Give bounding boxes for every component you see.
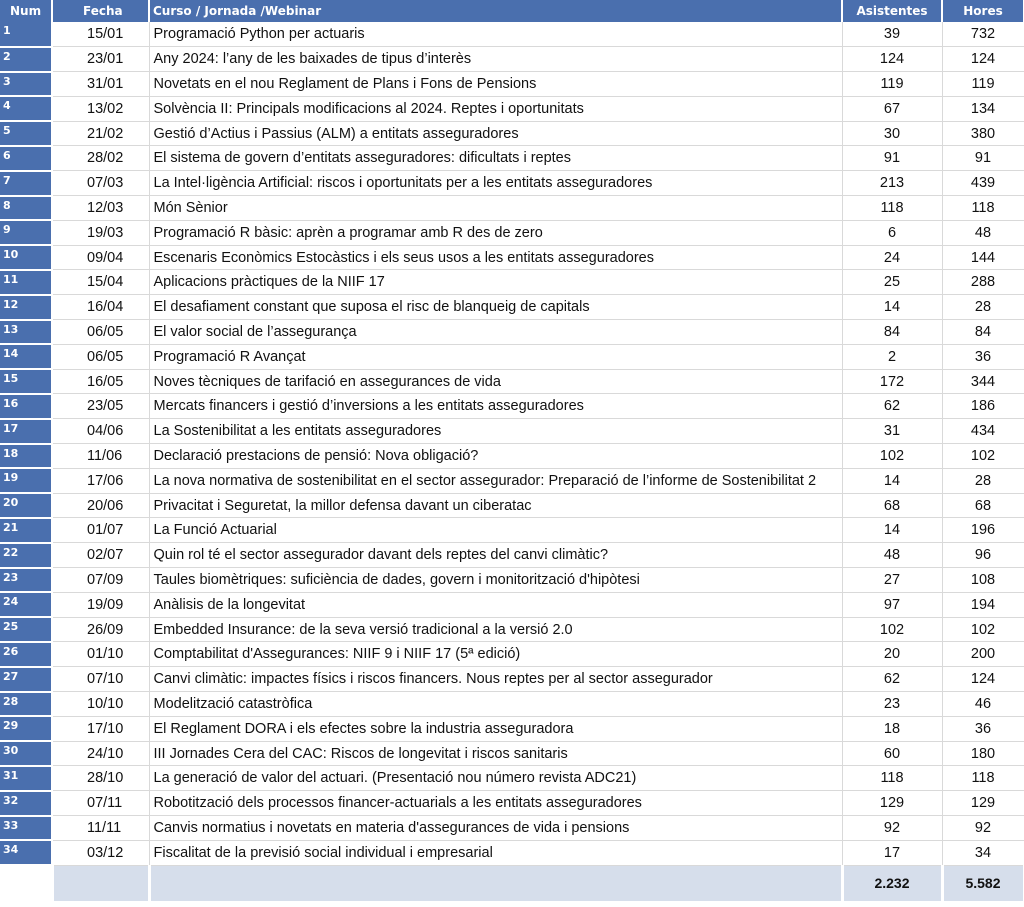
- row-curso: Robotització dels processos financer-actuarials a les entitats asseguradores: [149, 791, 842, 816]
- table-row: [0, 568, 1024, 593]
- row-asistentes: 20: [842, 642, 942, 667]
- row-num: 23: [0, 568, 52, 593]
- row-hores: 439: [942, 171, 1024, 196]
- row-fecha: 20/06: [52, 493, 149, 518]
- row-curso: Comptabilitat d'Assegurances: NIIF 9 i NIIF 17 (5ª edició): [149, 642, 842, 667]
- row-asistentes: 62: [842, 394, 942, 419]
- row-num: 7: [0, 171, 52, 196]
- row-curso: Programació R bàsic: aprèn a programar amb R des de zero: [149, 220, 842, 245]
- row-asistentes: 213: [842, 171, 942, 196]
- row-hores: 48: [942, 220, 1024, 245]
- row-num: 14: [0, 344, 52, 369]
- row-asistentes: 124: [842, 47, 942, 72]
- header-asistentes: Asistentes: [842, 0, 942, 22]
- row-num: 17: [0, 419, 52, 444]
- row-num: 12: [0, 295, 52, 320]
- table-row: [0, 716, 1024, 741]
- row-fecha: 26/09: [52, 617, 149, 642]
- table-row: [0, 518, 1024, 543]
- row-num: 1: [0, 22, 52, 47]
- row-hores: 180: [942, 741, 1024, 766]
- row-asistentes: 119: [842, 72, 942, 97]
- row-asistentes: 23: [842, 692, 942, 717]
- table-row: [0, 344, 1024, 369]
- row-asistentes: 118: [842, 766, 942, 791]
- row-fecha: 28/10: [52, 766, 149, 791]
- row-curso: El sistema de govern d’entitats asseguradores: dificultats i reptes: [149, 146, 842, 171]
- row-curso: Solvència II: Principals modificacions al 2024. Reptes i oportunitats: [149, 96, 842, 121]
- row-hores: 119: [942, 72, 1024, 97]
- table-row: [0, 468, 1024, 493]
- row-asistentes: 14: [842, 295, 942, 320]
- table-footer: [0, 865, 1024, 901]
- header-hores: Hores: [942, 0, 1024, 22]
- row-asistentes: 102: [842, 444, 942, 469]
- row-hores: 344: [942, 369, 1024, 394]
- table-row: [0, 642, 1024, 667]
- row-curso: Aplicacions pràctiques de la NIIF 17: [149, 270, 842, 295]
- row-curso: Privacitat i Seguretat, la millor defensa davant un ciberatac: [149, 493, 842, 518]
- row-curso: La generació de valor del actuari. (Presentació nou número revista ADC21): [149, 766, 842, 791]
- row-curso: Anàlisis de la longevitat: [149, 592, 842, 617]
- row-asistentes: 92: [842, 816, 942, 841]
- row-hores: 200: [942, 642, 1024, 667]
- row-asistentes: 118: [842, 196, 942, 221]
- row-num: 6: [0, 146, 52, 171]
- row-num: 3: [0, 72, 52, 97]
- row-hores: 124: [942, 667, 1024, 692]
- table-row: [0, 369, 1024, 394]
- row-fecha: 16/05: [52, 369, 149, 394]
- row-fecha: 11/11: [52, 816, 149, 841]
- row-asistentes: 14: [842, 518, 942, 543]
- row-hores: 102: [942, 444, 1024, 469]
- total-asistentes: 2.232: [842, 865, 942, 901]
- table-row: [0, 22, 1024, 47]
- table-row: [0, 220, 1024, 245]
- row-hores: 129: [942, 791, 1024, 816]
- table-row: [0, 741, 1024, 766]
- header-fecha: Fecha: [52, 0, 149, 22]
- total-hores: 5.582: [942, 865, 1024, 901]
- row-num: 27: [0, 667, 52, 692]
- table-row: [0, 72, 1024, 97]
- row-num: 28: [0, 692, 52, 717]
- table-header: [0, 0, 1024, 22]
- row-curso: Noves tècniques de tarifació en assegurances de vida: [149, 369, 842, 394]
- row-num: 22: [0, 543, 52, 568]
- row-fecha: 07/09: [52, 568, 149, 593]
- row-curso: Quin rol té el sector assegurador davant dels reptes del canvi climàtic?: [149, 543, 842, 568]
- row-asistentes: 14: [842, 468, 942, 493]
- table-row: [0, 47, 1024, 72]
- row-hores: 36: [942, 344, 1024, 369]
- totals-row: [0, 865, 1024, 901]
- table-row: [0, 617, 1024, 642]
- row-num: 34: [0, 840, 52, 865]
- row-hores: 92: [942, 816, 1024, 841]
- row-fecha: 07/03: [52, 171, 149, 196]
- row-num: 21: [0, 518, 52, 543]
- row-num: 18: [0, 444, 52, 469]
- row-asistentes: 30: [842, 121, 942, 146]
- row-hores: 91: [942, 146, 1024, 171]
- row-asistentes: 2: [842, 344, 942, 369]
- row-fecha: 13/02: [52, 96, 149, 121]
- row-hores: 194: [942, 592, 1024, 617]
- row-fecha: 06/05: [52, 344, 149, 369]
- table-row: [0, 840, 1024, 865]
- row-fecha: 10/10: [52, 692, 149, 717]
- row-hores: 102: [942, 617, 1024, 642]
- row-asistentes: 31: [842, 419, 942, 444]
- row-asistentes: 18: [842, 716, 942, 741]
- row-asistentes: 91: [842, 146, 942, 171]
- row-asistentes: 24: [842, 245, 942, 270]
- table-row: [0, 245, 1024, 270]
- row-curso: Taules biomètriques: suficiència de dades, govern i monitorització d'hipòtesi: [149, 568, 842, 593]
- row-num: 13: [0, 320, 52, 345]
- row-curso: Escenaris Econòmics Estocàstics i els seus usos a les entitats asseguradores: [149, 245, 842, 270]
- row-fecha: 15/01: [52, 22, 149, 47]
- row-curso: Embedded Insurance: de la seva versió tradicional a la versió 2.0: [149, 617, 842, 642]
- table-row: [0, 121, 1024, 146]
- table-row: [0, 791, 1024, 816]
- row-asistentes: 39: [842, 22, 942, 47]
- row-num: 30: [0, 741, 52, 766]
- row-asistentes: 25: [842, 270, 942, 295]
- row-hores: 84: [942, 320, 1024, 345]
- row-curso: Any 2024: l’any de les baixades de tipus d’interès: [149, 47, 842, 72]
- row-num: 10: [0, 245, 52, 270]
- table-row: [0, 96, 1024, 121]
- row-asistentes: 84: [842, 320, 942, 345]
- row-asistentes: 48: [842, 543, 942, 568]
- row-num: 19: [0, 468, 52, 493]
- row-num: 31: [0, 766, 52, 791]
- row-fecha: 17/06: [52, 468, 149, 493]
- row-curso: Declaració prestacions de pensió: Nova obligació?: [149, 444, 842, 469]
- row-fecha: 24/10: [52, 741, 149, 766]
- table-row: [0, 196, 1024, 221]
- row-hores: 288: [942, 270, 1024, 295]
- row-fecha: 19/09: [52, 592, 149, 617]
- row-curso: Novetats en el nou Reglament de Plans i Fons de Pensions: [149, 72, 842, 97]
- row-num: 26: [0, 642, 52, 667]
- table-body: [0, 22, 1024, 865]
- header-curso: Curso / Jornada /Webinar: [149, 0, 842, 22]
- row-hores: 118: [942, 766, 1024, 791]
- row-asistentes: 102: [842, 617, 942, 642]
- row-hores: 28: [942, 468, 1024, 493]
- table-row: [0, 146, 1024, 171]
- row-hores: 134: [942, 96, 1024, 121]
- row-fecha: 19/03: [52, 220, 149, 245]
- row-num: 29: [0, 716, 52, 741]
- header-num: Num: [0, 0, 52, 22]
- row-asistentes: 60: [842, 741, 942, 766]
- table-row: [0, 692, 1024, 717]
- row-curso: El valor social de l’assegurança: [149, 320, 842, 345]
- row-curso: Programació R Avançat: [149, 344, 842, 369]
- row-hores: 380: [942, 121, 1024, 146]
- row-curso: Món Sènior: [149, 196, 842, 221]
- row-hores: 732: [942, 22, 1024, 47]
- row-num: 9: [0, 220, 52, 245]
- table-row: [0, 667, 1024, 692]
- row-asistentes: 172: [842, 369, 942, 394]
- row-fecha: 01/07: [52, 518, 149, 543]
- row-curso: El desafiament constant que suposa el risc de blanqueig de capitals: [149, 295, 842, 320]
- row-num: 11: [0, 270, 52, 295]
- table-row: [0, 394, 1024, 419]
- row-hores: 96: [942, 543, 1024, 568]
- row-fecha: 01/10: [52, 642, 149, 667]
- row-curso: Canvi climàtic: impactes físics i riscos financers. Nous reptes per al sector assegurador: [149, 667, 842, 692]
- row-curso: Fiscalitat de la previsió social individual i empresarial: [149, 840, 842, 865]
- row-curso: Mercats financers i gestió d’inversions a les entitats asseguradores: [149, 394, 842, 419]
- row-fecha: 23/01: [52, 47, 149, 72]
- row-fecha: 12/03: [52, 196, 149, 221]
- header-row: [0, 0, 1024, 22]
- row-hores: 434: [942, 419, 1024, 444]
- table-row: [0, 592, 1024, 617]
- row-hores: 118: [942, 196, 1024, 221]
- row-fecha: 17/10: [52, 716, 149, 741]
- row-num: 25: [0, 617, 52, 642]
- table-row: [0, 320, 1024, 345]
- row-hores: 68: [942, 493, 1024, 518]
- row-curso: Gestió d’Actius i Passius (ALM) a entitats asseguradores: [149, 121, 842, 146]
- row-num: 24: [0, 592, 52, 617]
- row-num: 33: [0, 816, 52, 841]
- row-hores: 108: [942, 568, 1024, 593]
- row-fecha: 28/02: [52, 146, 149, 171]
- row-fecha: 06/05: [52, 320, 149, 345]
- row-fecha: 16/04: [52, 295, 149, 320]
- row-asistentes: 129: [842, 791, 942, 816]
- row-asistentes: 6: [842, 220, 942, 245]
- row-asistentes: 68: [842, 493, 942, 518]
- table-row: [0, 171, 1024, 196]
- row-hores: 28: [942, 295, 1024, 320]
- row-asistentes: 67: [842, 96, 942, 121]
- table-row: [0, 419, 1024, 444]
- row-num: 4: [0, 96, 52, 121]
- row-num: 15: [0, 369, 52, 394]
- totals-blank-num: [0, 865, 52, 901]
- row-fecha: 03/12: [52, 840, 149, 865]
- row-fecha: 31/01: [52, 72, 149, 97]
- table-row: [0, 444, 1024, 469]
- totals-blank-fecha: [52, 865, 149, 901]
- row-curso: La Intel·ligència Artificial: riscos i oportunitats per a les entitats asseguradores: [149, 171, 842, 196]
- table-row: [0, 270, 1024, 295]
- row-curso: Canvis normatius i novetats en materia d'assegurances de vida i pensions: [149, 816, 842, 841]
- row-hores: 144: [942, 245, 1024, 270]
- table-row: [0, 766, 1024, 791]
- row-fecha: 15/04: [52, 270, 149, 295]
- row-fecha: 02/07: [52, 543, 149, 568]
- row-num: 32: [0, 791, 52, 816]
- row-num: 16: [0, 394, 52, 419]
- row-curso: La nova normativa de sostenibilitat en el sector assegurador: Preparació de l’informe de Sostenibilitat 2: [149, 468, 842, 493]
- row-hores: 186: [942, 394, 1024, 419]
- row-curso: La Funció Actuarial: [149, 518, 842, 543]
- row-num: 20: [0, 493, 52, 518]
- row-fecha: 04/06: [52, 419, 149, 444]
- row-fecha: 07/10: [52, 667, 149, 692]
- row-num: 5: [0, 121, 52, 146]
- table-row: [0, 295, 1024, 320]
- row-curso: Programació Python per actuaris: [149, 22, 842, 47]
- row-hores: 34: [942, 840, 1024, 865]
- row-fecha: 09/04: [52, 245, 149, 270]
- row-asistentes: 27: [842, 568, 942, 593]
- row-asistentes: 62: [842, 667, 942, 692]
- row-curso: III Jornades Cera del CAC: Riscos de longevitat i riscos sanitaris: [149, 741, 842, 766]
- row-num: 8: [0, 196, 52, 221]
- row-hores: 196: [942, 518, 1024, 543]
- row-fecha: 11/06: [52, 444, 149, 469]
- table-row: [0, 493, 1024, 518]
- totals-blank-curso: [149, 865, 842, 901]
- row-asistentes: 97: [842, 592, 942, 617]
- row-curso: La Sostenibilitat a les entitats asseguradores: [149, 419, 842, 444]
- row-num: 2: [0, 47, 52, 72]
- row-asistentes: 17: [842, 840, 942, 865]
- row-curso: Modelització catastròfica: [149, 692, 842, 717]
- row-hores: 36: [942, 716, 1024, 741]
- row-fecha: 21/02: [52, 121, 149, 146]
- table-row: [0, 543, 1024, 568]
- row-fecha: 07/11: [52, 791, 149, 816]
- row-hores: 124: [942, 47, 1024, 72]
- table-row: [0, 816, 1024, 841]
- row-curso: El Reglament DORA i els efectes sobre la industria asseguradora: [149, 716, 842, 741]
- row-fecha: 23/05: [52, 394, 149, 419]
- row-hores: 46: [942, 692, 1024, 717]
